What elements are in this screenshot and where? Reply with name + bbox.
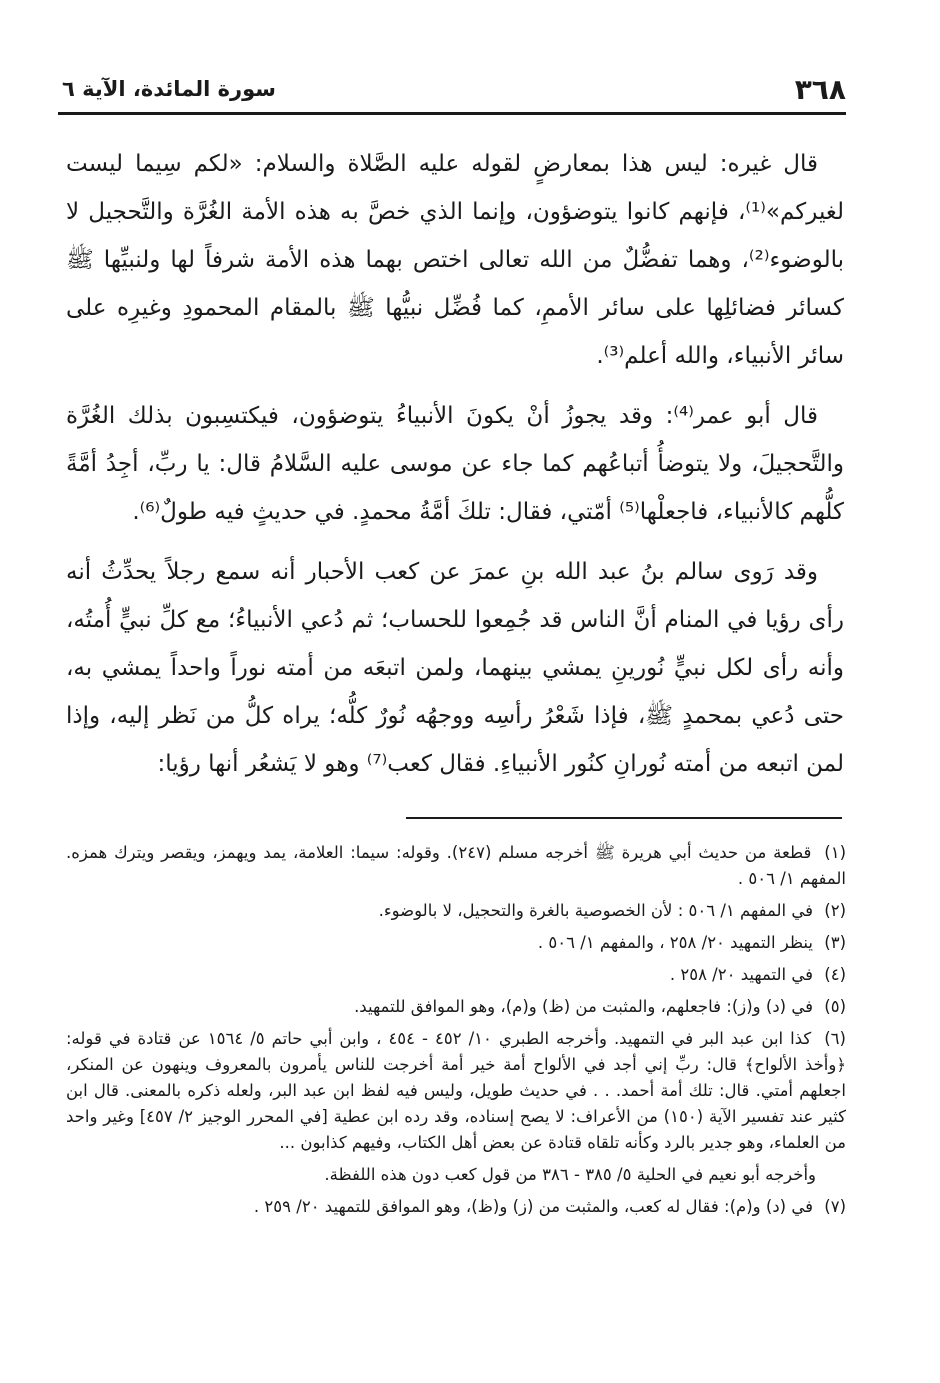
footnote [66,1194,846,1220]
paragraph: وقد رَوى سالم بنُ عبد الله بنِ عمرَ عن كعب الأحبار أنه سمع رجلاً يحدِّثُ أنه رأى رؤيا في المنام أنَّ الناس قد جُمِعوا للحساب؛ ثم دُعي الأنبياءُ؛ مع كلِّ نبيٍّ أُمتُه، وأنه رأى لكل نبيٍّ نُورينِ يمشي بينهما، ولمن اتبعَه من أمته نوراً واحداً يمشي به، حتى دُعي بمحمدٍ ﷺ، فإذا شَعْرُ رأسِه ووجهُه نُورٌ كلُّه؛ يراه كلُّ من نَظر إليه، وإذا لمن اتبعه من أمته نُورانِ كنُور الأنبياءِ. فقال كعب⁽⁷⁾ وهو لا يَشعُر أنها رؤيا: [66,559,844,777]
footnote-text: في التمهيد ٢٠/ ٢٥٨ . [669,965,813,984]
running-title: سورة المائدة، الآية ٦ [62,77,276,101]
footnote-text: في (د) و(ز): فاجعلهم، والمثبت من (ظ) و(م)، وهو الموافق للتمهيد. [354,997,813,1016]
footnote-extra: وأخرجه أبو نعيم في الحلية ٥/ ٣٨٥ - ٣٨٦ من قول كعب دون هذه اللفظة. [324,1165,816,1184]
footnote-text: كذا ابن عبد البر في التمهيد. وأخرجه الطبري ١٠/ ٤٥٢ - ٤٥٤ ، وابن أبي حاتم ٥/ ١٥٦٤ عن قتادة في قوله: ﴿وأخذ الألواح﴾ قال: ربِّ إني أجد في الألواح أمة خير أمة أخرجت للناس يأمرون بالمعروف وينهون عن المنكر، اجعلهم أمتي. قال: تلك أمة أحمد. . . في حديث طويل، وليس فيه لفظ ابن عبد البر، ولعله ذكره بالمعنى. قال ابن كثير عند تفسير الآية (١٥٠) من الأعراف: لا يصح إسناده، وقد رده ابن عطية [في المحرر الوجيز ٢/ ٤٥٧] وغير واحد من العلماء، وهو جدير بالرد وكأنه تلقاه قتادة عن بعض أهل الكتاب، وفيهم كذابون ... [66,1029,846,1152]
footnote-number: (٢) [824,901,846,920]
footnote [66,962,846,988]
footnotes [66,840,846,1226]
footnote-text: في (د) و(م): فقال له كعب، والمثبت من (ز) و(ظ)، وهو الموافق للتمهيد ٢٠/ ٢٥٩ . [253,1197,813,1216]
footnote [66,930,846,956]
footnote-text: ينظر التمهيد ٢٠/ ٢٥٨ ، والمفهم ١/ ٥٠٦ . [537,933,813,952]
header-divider [58,112,846,115]
footnote-text: في المفهم ١/ ٥٠٦ : لأن الخصوصية بالغرة والتحجيل، لا بالوضوء. [378,901,813,920]
footnote-divider [406,817,842,819]
footnote [66,994,846,1020]
page-number: ٣٦٨ [794,72,846,106]
footnote-number: (٥) [824,997,846,1016]
footnote-number: (٦) [824,1029,846,1048]
footnote-number: (٣) [824,933,846,952]
paragraph: قال أبو عمر⁽⁴⁾: وقد يجوزُ أنْ يكونَ الأنبياءُ يتوضؤون، فيكتسِبون بذلك الغُرَّة والتَّحجيلَ، ولا يتوضأُ أتباعُهم كما جاء عن موسى عليه السَّلامُ قال: يا ربِّ، أجِدُ أمَّةً كلُّهم كالأنبياء، فاجعلْها⁽⁵⁾ أمّتي، فقال: تلكَ أمَّةُ محمدٍ. في حديثٍ فيه طولٌ⁽⁶⁾. [66,403,844,525]
footnote-number: (٧) [824,1197,846,1216]
paragraph: قال غيره: ليس هذا بمعارضٍ لقوله عليه الصَّلاة والسلام: «لكم سِيما ليست لغيركم»⁽¹⁾، فإنهم كانوا يتوضؤون، وإنما الذي خصَّ به هذه الأمة الغُرَّة والتَّحجيل لا بالوضوء⁽²⁾، وهما تفضُّلٌ من الله تعالى اختص بهما هذه الأمة شرفاً لها ولنبيِّها ﷺ كسائر فضائلِها على سائر الأممِ، كما فُضِّل نبيُّها ﷺ بالمقام المحمودِ وغيرِه على سائر الأنبياء، والله أعلم⁽³⁾. [66,151,844,369]
footnote-text: قطعة من حديث أبي هريرة ﷺ أخرجه مسلم (٢٤٧). وقوله: سيما: العلامة، يمد ويهمز، ويقصر ويترك همزه. المفهم ١/ ٥٠٦ . [66,843,846,888]
main-text [66,140,844,800]
footnote [66,898,846,924]
footnote [66,1026,846,1188]
footnote-number: (١) [824,843,846,862]
footnote-number: (٤) [824,965,846,984]
footnote [66,840,846,892]
page-header [62,68,846,110]
